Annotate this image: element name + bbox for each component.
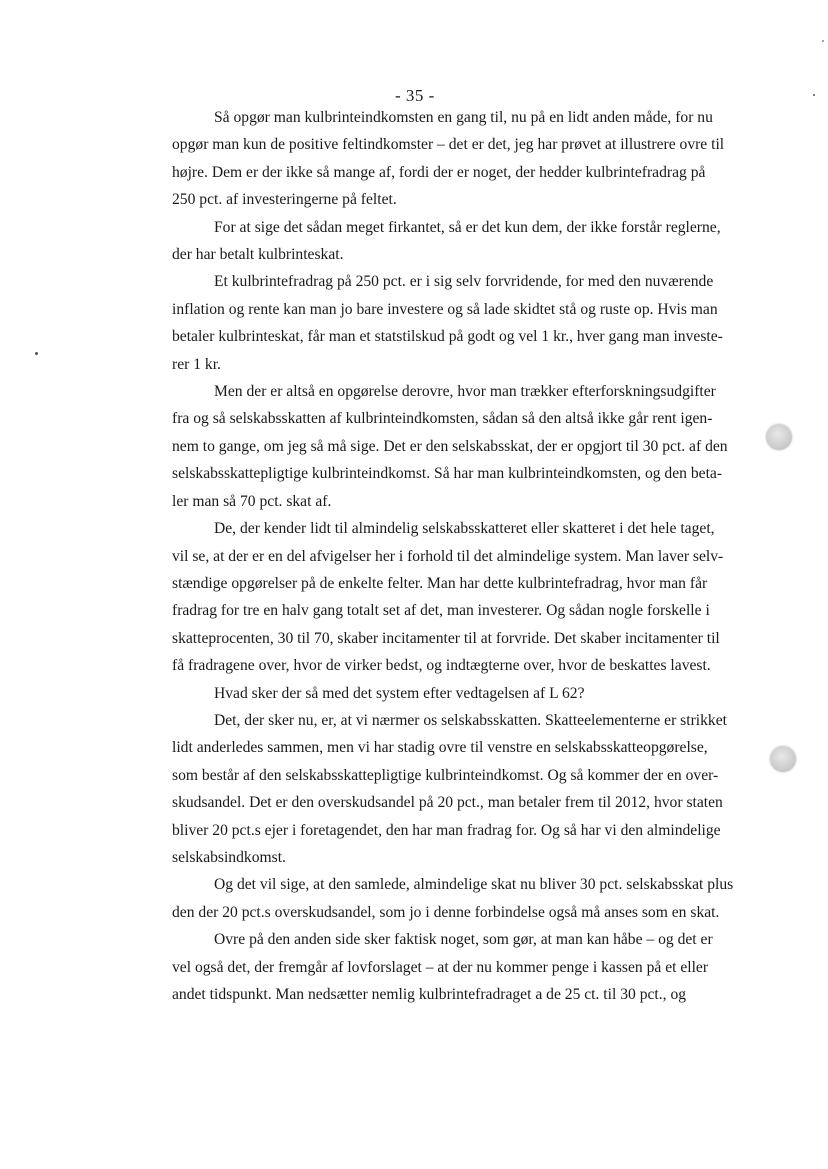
text-line: For at sige det sådan meget firkantet, så er det kun dem, der ikke forstår reglerne, — [214, 218, 721, 236]
text-line: Og det vil sige, at den samlede, almindelige skat nu bliver 30 pct. selskabsskat plus — [214, 876, 734, 894]
text-line: vil se, at der er en del afvigelser her i forhold til det almindelige system. Man laver selv- — [172, 547, 724, 565]
text-line: De, der kender lidt til almindelig selskabsskatteret eller skatteret i det hele taget, — [214, 520, 715, 538]
paragraph — [172, 104, 774, 214]
text-line: 250 pct. af investeringerne på feltet. — [172, 191, 397, 209]
text-line: fradrag for tre en halv gang totalt set af det, man investerer. Og sådan nogle forskelle i — [172, 602, 710, 620]
text-line: lidt anderledes sammen, men vi har stadig ovre til venstre en selskabsskatteopgørelse, — [172, 739, 708, 757]
text-line: højre. Dem er der ikke så mange af, fordi der er noget, der hedder kulbrintefradrag på — [172, 163, 706, 181]
body-text — [172, 104, 774, 1008]
text-line: opgør man kun de positive feltindkomster – det er det, jeg har prøvet at illustrere ovre til — [172, 136, 725, 154]
text-line: den der 20 pct.s overskudsandel, som jo i denne forbindelse også må anses som en skat. — [172, 903, 720, 921]
text-line: rer 1 kr. — [172, 355, 221, 373]
text-line: andet tidspunkt. Man nedsætter nemlig kulbrintefradraget a de 25 ct. til 30 pct., og — [172, 986, 687, 1003]
paragraph — [172, 871, 774, 926]
paragraph — [172, 515, 774, 679]
punch-hole-mark — [770, 746, 796, 772]
text-line: der har betalt kulbrinteskat. — [172, 246, 344, 264]
text-line: selskabsskattepligtige kulbrinteindkomst. Så har man kulbrinteindkomsten, og den beta- — [172, 465, 723, 483]
text-line: vel også det, der fremgår af lovforslaget – at der nu kommer penge i kassen på et eller — [172, 958, 709, 976]
scan-speck — [35, 352, 38, 355]
paragraph — [172, 707, 774, 871]
paragraph — [172, 926, 774, 1008]
punch-hole-mark — [766, 424, 792, 450]
text-line: Men der er altså en opgørelse derovre, hvor man trækker efterforskningsudgifter — [214, 383, 716, 401]
text-line: skatteprocenten, 30 til 70, skaber incitamenter til at forvride. Det skaber incitamenter til — [172, 629, 720, 647]
text-line: inflation og rente kan man jo bare investere og så lade skidtet stå og ruste op. Hvis man — [172, 300, 718, 318]
text-line: skudsandel. Det er den overskudsandel på 20 pct., man betaler frem til 2012, hvor staten — [172, 794, 723, 812]
paragraph — [172, 378, 774, 515]
text-line: betaler kulbrinteskat, får man et statstilskud på godt og vel 1 kr., hver gang man investe- — [172, 328, 723, 346]
text-line: få fradragene over, hvor de virker bedst, og indtægterne over, hvor de beskattes lavest. — [172, 657, 711, 675]
scan-speck — [822, 40, 824, 42]
text-line: bliver 20 pct.s ejer i foretagendet, den har man fradrag for. Og så har vi den almindelige — [172, 821, 721, 839]
paragraph — [172, 680, 774, 707]
text-line: selskabsindkomst. — [172, 848, 286, 866]
text-line: Det, der sker nu, er, at vi nærmer os selskabsskatten. Skatteelementerne er strikket — [214, 711, 727, 729]
scan-speck — [813, 94, 815, 96]
text-line: Et kulbrintefradrag på 250 pct. er i sig selv forvridende, for med den nuværende — [214, 273, 714, 291]
text-line: stændige opgørelser på de enkelte felter. Man har dette kulbrintefradrag, hvor man får — [172, 574, 708, 592]
text-line: nem to gange, om jeg så må sige. Det er den selskabsskat, der er opgjort til 30 pct. af den — [172, 437, 728, 455]
text-line: som består af den selskabsskattepligtige kulbrinteindkomst. Og så kommer der en over- — [172, 766, 719, 784]
paragraph — [172, 268, 774, 378]
text-line: Hvad sker der så med det system efter vedtagelsen af L 62? — [214, 684, 585, 702]
text-line: ler man så 70 pct. skat af. — [172, 492, 332, 510]
paragraph — [172, 214, 774, 269]
page-number: - 35 - — [395, 86, 435, 105]
text-line: Så opgør man kulbrinteindkomsten en gang til, nu på en lidt anden måde, for nu — [214, 109, 713, 126]
text-line: Ovre på den anden side sker faktisk noget, som gør, at man kan håbe – og det er — [214, 931, 713, 949]
text-line: fra og så selskabsskatten af kulbrinteindkomsten, sådan så den altså ikke går rent igen- — [172, 410, 713, 428]
